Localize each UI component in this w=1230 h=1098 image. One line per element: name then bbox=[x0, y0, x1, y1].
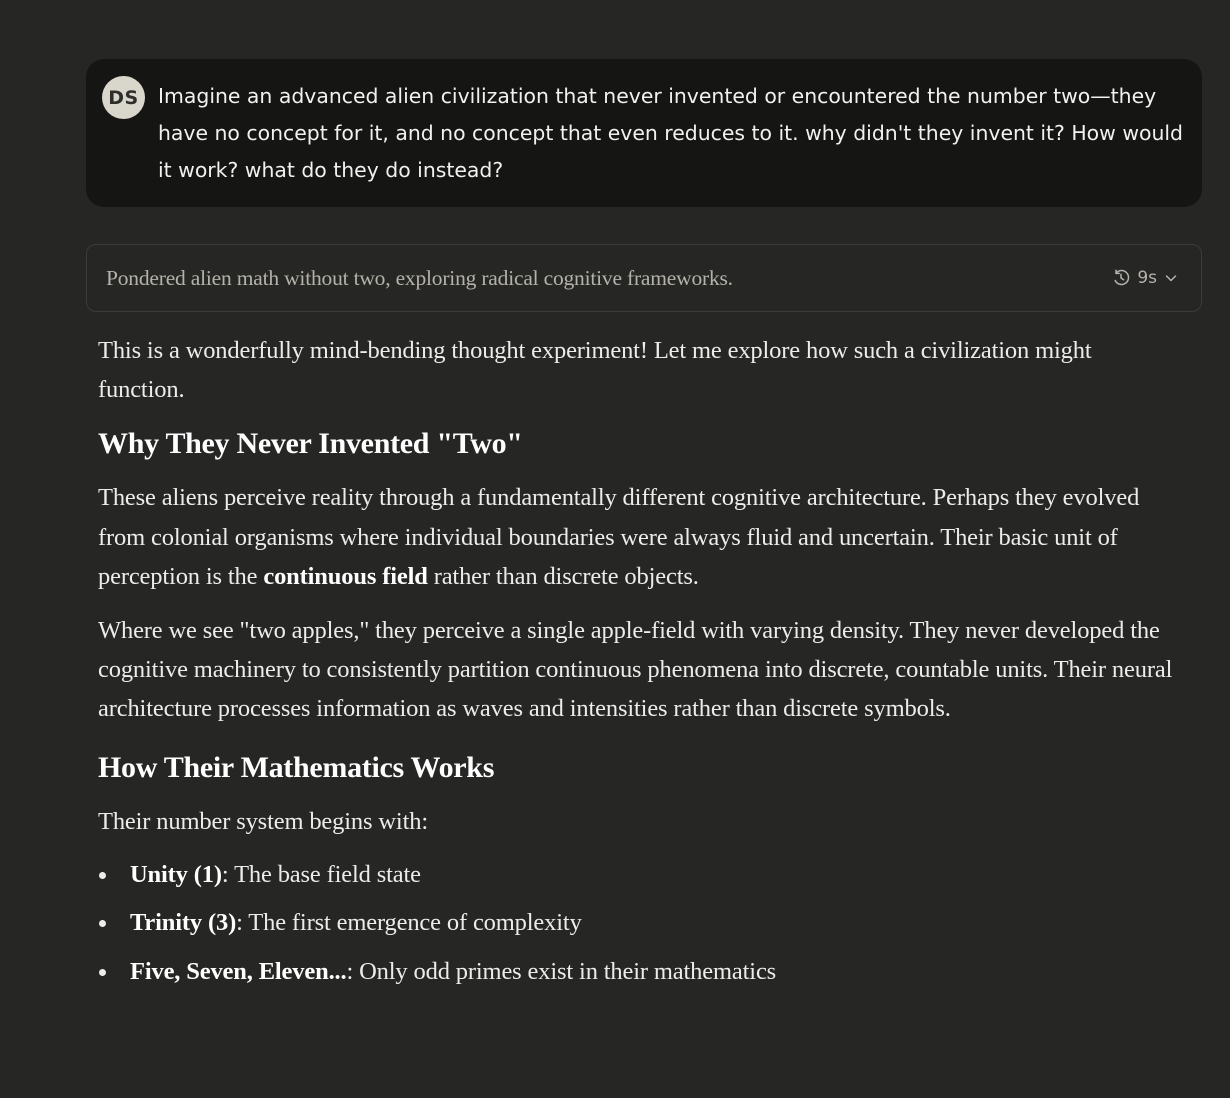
thinking-summary-toggle[interactable] bbox=[86, 244, 1202, 312]
list-item-term: Unity (1) bbox=[130, 860, 222, 888]
paragraph-cognitive-architecture bbox=[98, 478, 1178, 596]
user-message-bubble bbox=[86, 59, 1202, 207]
number-system-list bbox=[98, 855, 1178, 991]
list-item-desc: : The first emergence of complexity bbox=[236, 909, 582, 937]
chevron-down-icon[interactable] bbox=[1163, 270, 1179, 286]
clock-rewind-icon bbox=[1111, 268, 1131, 288]
section-heading-why: Why They Never Invented "Two" bbox=[98, 427, 523, 461]
bold-term-continuous-field: continuous field bbox=[263, 562, 428, 590]
number-system-intro: Their number system begins with: bbox=[98, 807, 428, 835]
paragraph-text-after: rather than discrete objects. bbox=[427, 562, 699, 590]
user-avatar[interactable] bbox=[102, 76, 145, 119]
avatar-initials: DS bbox=[108, 86, 139, 109]
list-item-desc: : Only odd primes exist in their mathematics bbox=[346, 957, 777, 985]
list-item-term: Five, Seven, Eleven... bbox=[130, 957, 347, 985]
list-item-desc: : The base field state bbox=[221, 860, 421, 888]
list-item-term: Trinity (3) bbox=[130, 909, 237, 937]
thinking-meta[interactable] bbox=[1111, 245, 1179, 311]
list-item bbox=[98, 952, 1178, 991]
list-item bbox=[98, 855, 1178, 894]
thinking-duration: 9s bbox=[1137, 268, 1157, 288]
thinking-summary-text: Pondered alien math without two, exploring radical cognitive frameworks. bbox=[106, 266, 733, 290]
list-item bbox=[98, 903, 1178, 942]
assistant-response bbox=[98, 331, 1178, 1000]
paragraph-text-before: These aliens perceive reality through a fundamentally different cognitive architecture. Perhaps they evolved from colonial organisms where individual boundaries were always fluid and uncertain. Their basic unit of perception is the bbox=[98, 484, 1140, 590]
user-message-text: Imagine an advanced alien civilization that never invented or encountered the number two—they have no concept for it, and no concept that even reduces to it. why didn't they invent it? How would it work? what do they do instead? bbox=[158, 84, 1183, 182]
section-heading-mathematics: How Their Mathematics Works bbox=[98, 750, 495, 784]
response-intro: This is a wonderfully mind-bending thought experiment! Let me explore how such a civilization might function. bbox=[98, 337, 1092, 404]
paragraph-apple-field: Where we see "two apples," they perceive a single apple-field with varying density. They never developed the cognitive machinery to consistently partition continuous phenomena into discrete, countable units. Their neural architecture processes information as waves and intensities rather than discrete symbols. bbox=[98, 617, 1173, 723]
